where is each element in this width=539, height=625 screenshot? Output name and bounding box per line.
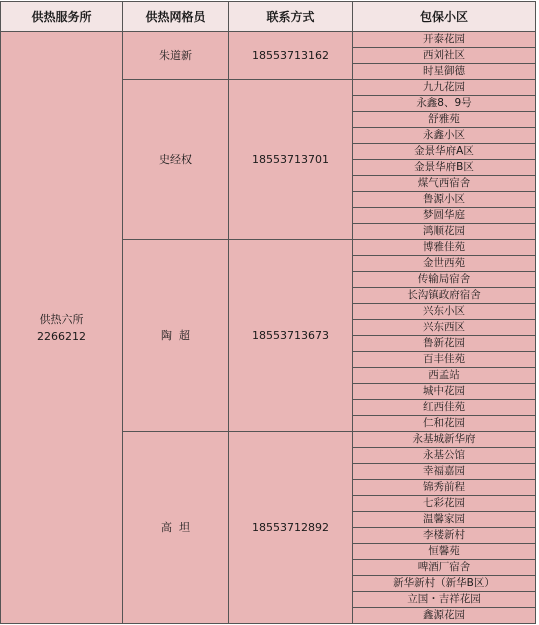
header-station: 供热服务所	[1, 2, 123, 32]
staff-name: 史经权	[123, 80, 229, 240]
community-name: 锦秀前程	[353, 480, 536, 496]
community-name: 金世西苑	[353, 256, 536, 272]
community-name: 永鑫8、9号	[353, 96, 536, 112]
community-name: 兴东西区	[353, 320, 536, 336]
community-name: 鑫源花园	[353, 608, 536, 624]
community-name: 传输局宿舍	[353, 272, 536, 288]
community-name: 永基公馆	[353, 448, 536, 464]
community-name: 开泰花园	[353, 32, 536, 48]
community-name: 恒馨苑	[353, 544, 536, 560]
community-name: 金景华府A区	[353, 144, 536, 160]
table-body	[1, 32, 536, 624]
community-name: 啤酒厂宿舍	[353, 560, 536, 576]
community-name: 温馨家园	[353, 512, 536, 528]
community-name: 博雅佳苑	[353, 240, 536, 256]
station-cell	[1, 32, 123, 624]
community-name: 梦圆华庭	[353, 208, 536, 224]
community-name: 新华新村（新华B区）	[353, 576, 536, 592]
community-name: 仁和花园	[353, 416, 536, 432]
community-name: 金景华府B区	[353, 160, 536, 176]
header-row	[1, 2, 536, 32]
staff-name: 朱道新	[123, 32, 229, 80]
station-phone: 2266212	[37, 329, 86, 343]
community-name: 李楼新村	[353, 528, 536, 544]
header-communities: 包保小区	[353, 2, 536, 32]
community-name: 红西佳苑	[353, 400, 536, 416]
community-name: 百丰佳苑	[353, 352, 536, 368]
table-row	[1, 32, 536, 48]
staff-phone: 18553713673	[229, 240, 353, 432]
community-name: 九九花园	[353, 80, 536, 96]
community-name: 幸福嘉园	[353, 464, 536, 480]
community-name: 舒雅苑	[353, 112, 536, 128]
staff-name: 陶 超	[123, 240, 229, 432]
community-name: 时星御德	[353, 64, 536, 80]
header-staff: 供热网格员	[123, 2, 229, 32]
staff-name: 高 坦	[123, 432, 229, 624]
community-name: 长沟镇政府宿舍	[353, 288, 536, 304]
station-name: 供热六所	[39, 312, 84, 326]
community-name: 鲁源小区	[353, 192, 536, 208]
staff-phone: 18553712892	[229, 432, 353, 624]
heating-service-table	[0, 1, 536, 624]
community-name: 永鑫小区	[353, 128, 536, 144]
community-name: 七彩花园	[353, 496, 536, 512]
community-name: 立国・吉祥花园	[353, 592, 536, 608]
community-name: 鸿顺花园	[353, 224, 536, 240]
community-name: 鲁新花园	[353, 336, 536, 352]
staff-phone: 18553713701	[229, 80, 353, 240]
community-name: 西孟站	[353, 368, 536, 384]
community-name: 西刘社区	[353, 48, 536, 64]
community-name: 兴东小区	[353, 304, 536, 320]
community-name: 煤气西宿舍	[353, 176, 536, 192]
header-contact: 联系方式	[229, 2, 353, 32]
staff-phone: 18553713162	[229, 32, 353, 80]
community-name: 城中花园	[353, 384, 536, 400]
community-name: 永基城新华府	[353, 432, 536, 448]
